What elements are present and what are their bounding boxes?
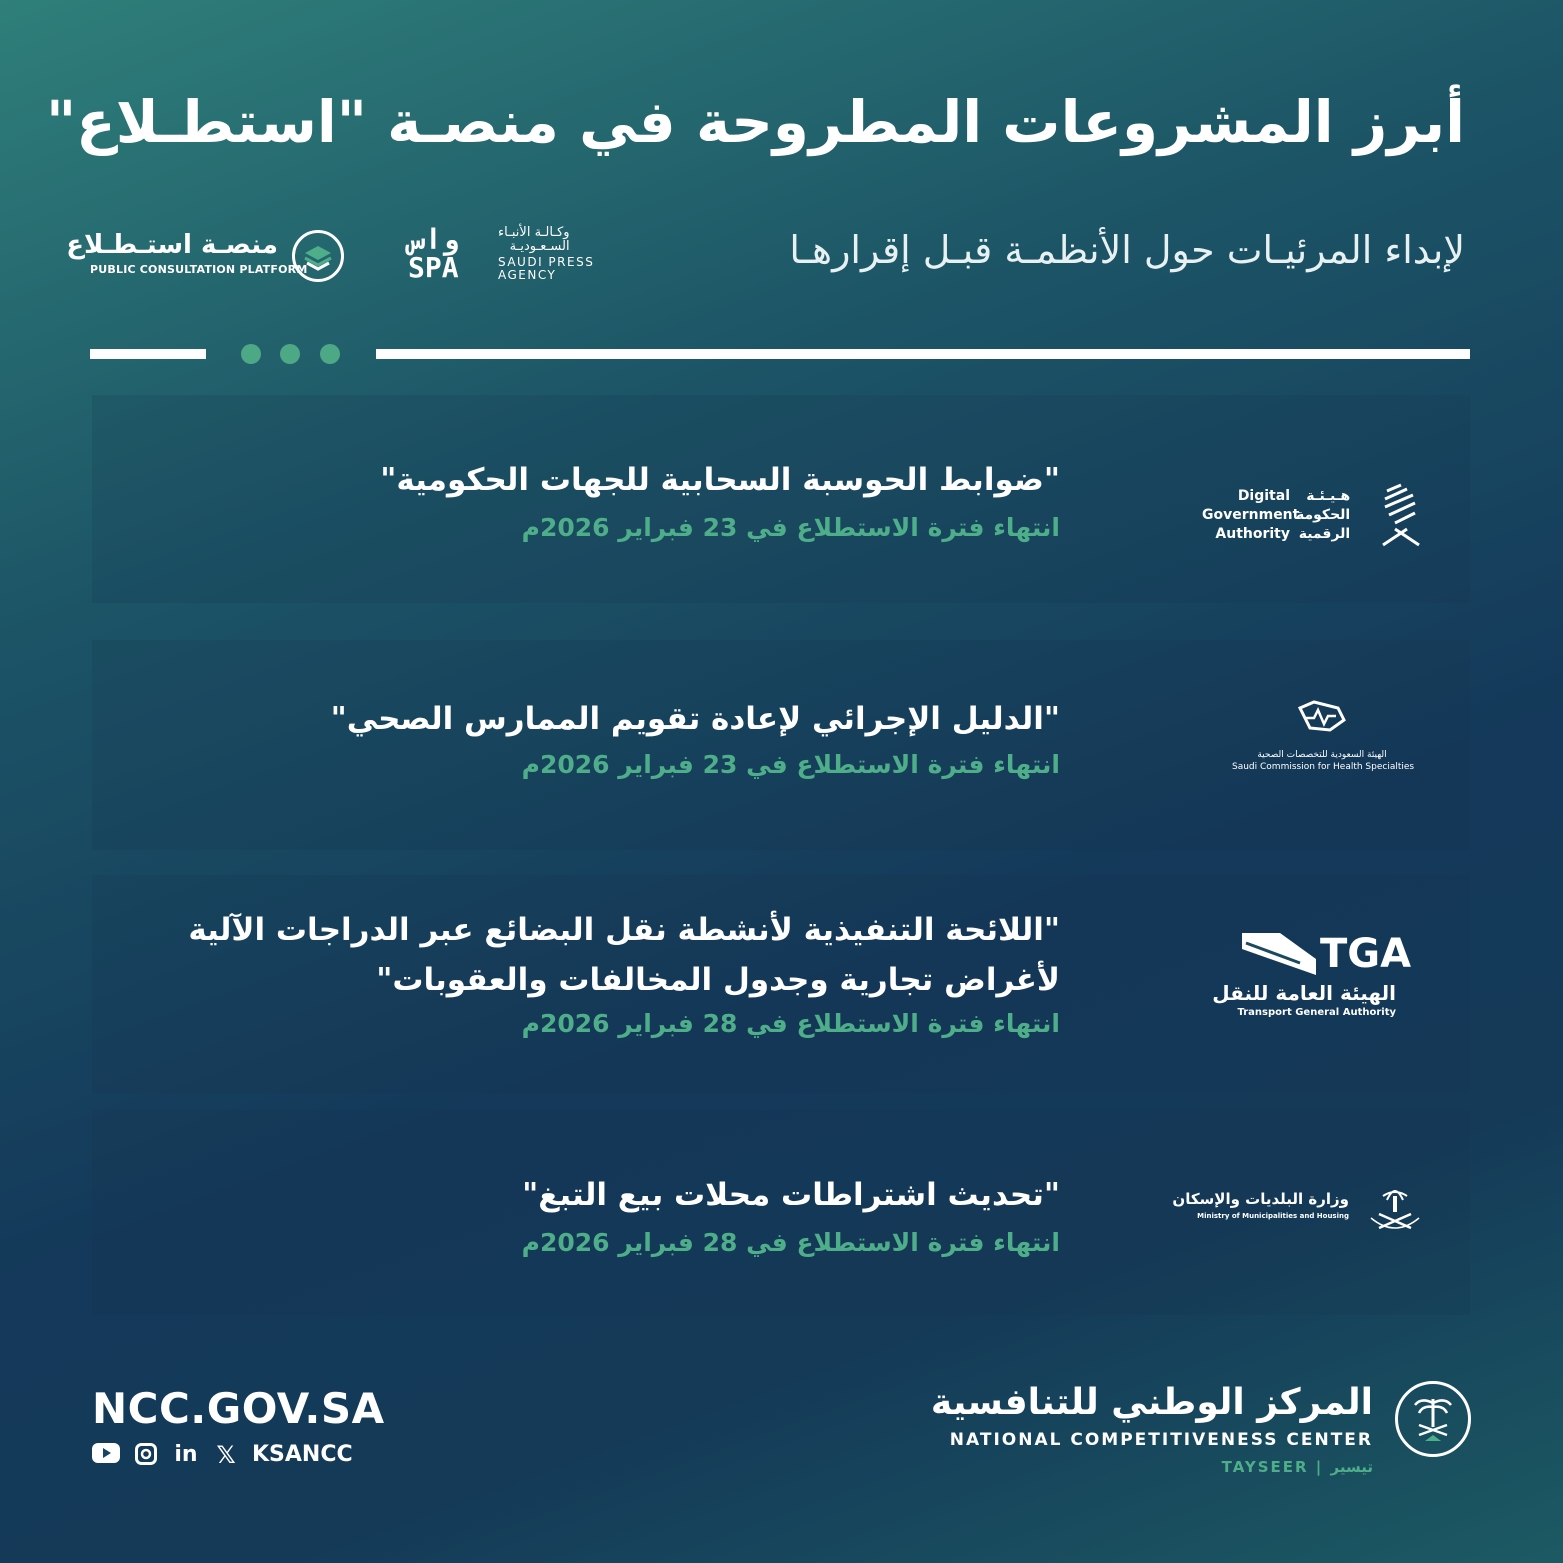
ncc-tayseer: TAYSEER | تيسير <box>1221 1458 1373 1476</box>
project-card <box>92 395 1470 603</box>
divider-dot <box>241 344 261 364</box>
spa-wordmark: واس SPA <box>408 223 459 284</box>
dga-emblem-icon <box>1377 483 1425 547</box>
istitlaa-name-ar: منصـة استـطـلاع <box>66 230 278 260</box>
divider-dot <box>320 344 340 364</box>
project-card <box>92 1110 1470 1315</box>
scfhs-name-en: Saudi Commission for Health Specialties <box>1232 762 1415 772</box>
spa-logo <box>408 223 598 286</box>
scfhs-name-ar: الهيئة السعودية للتخصصات الصحية <box>1257 750 1387 760</box>
social-links <box>92 1442 353 1467</box>
dga-logo <box>1202 483 1432 553</box>
tga-logo <box>1212 925 1412 1025</box>
project-deadline: انتهاء فترة الاستطلاع في 23 فبراير 2026م <box>521 513 1060 542</box>
tga-acronym: TGA <box>1320 931 1412 977</box>
page-title: أبرز المشروعات المطروحة في منصـة "استطـلاع" <box>45 88 1465 156</box>
project-deadline: انتهاء فترة الاستطلاع في 28 فبراير 2026م <box>521 1228 1060 1257</box>
x-icon[interactable]: 𝕏 <box>216 1440 236 1469</box>
momah-name-en: Ministry of Municipalities and Housing <box>1197 1212 1349 1220</box>
project-deadline: انتهاء فترة الاستطلاع في 23 فبراير 2026م <box>521 750 1060 779</box>
page-subtitle: لإبداء المرئيـات حول الأنظمـة قبـل إقرارهـا <box>789 228 1465 272</box>
dga-name-en: Digital Government Authority <box>1202 488 1300 542</box>
website-link[interactable]: NCC.GOV.SA <box>92 1384 385 1433</box>
dga-name-ar: هـيـئـة الحكومة الرقمية <box>1296 488 1351 542</box>
project-title: "الدليل الإجرائي لإعادة تقويم الممارس الصحي" <box>330 701 1060 737</box>
ncc-name-ar: المركز الوطني للتنافسية <box>930 1382 1373 1423</box>
project-card <box>92 875 1470 1093</box>
momah-emblem-icon <box>1367 1178 1423 1236</box>
istitlaa-logo <box>66 228 348 284</box>
tga-name-en: Transport General Authority <box>1237 1007 1396 1018</box>
linkedin-icon[interactable]: in <box>174 1441 198 1467</box>
ncc-name-en: NATIONAL COMPETITIVENESS CENTER <box>949 1430 1373 1450</box>
divider-left <box>90 349 206 359</box>
social-handle: KSANCC <box>252 1442 353 1467</box>
project-title: "اللائحة التنفيذية لأنشطة نقل البضائع عبر الدراجات الآلية لأغراض تجارية وجدول المخالفات والعقوبات" <box>188 912 1060 998</box>
momah-logo <box>1172 1178 1427 1238</box>
ncc-emblem-icon <box>1395 1381 1471 1457</box>
project-card <box>92 640 1470 850</box>
scfhs-logo <box>1232 700 1415 775</box>
project-deadline: انتهاء فترة الاستطلاع في 28 فبراير 2026م <box>521 1009 1060 1038</box>
istitlaa-name-en: PUBLIC CONSULTATION PLATFORM <box>90 263 308 276</box>
project-title: "ضوابط الحوسبة السحابية للجهات الحكومية" <box>380 462 1060 498</box>
spa-name-en: SAUDI PRESS AGENCY <box>498 255 595 282</box>
spa-name-ar: وكـالـة الأنبـاء السـعـوديـة <box>498 225 570 254</box>
momah-name-ar: وزارة البلديات والإسكان <box>1172 1190 1349 1208</box>
tga-emblem-icon <box>1240 929 1320 979</box>
scfhs-emblem-icon <box>1294 700 1348 734</box>
divider-right <box>376 349 1470 359</box>
instagram-icon[interactable] <box>132 1443 160 1467</box>
tga-name-ar: الهيئة العامة للنقل <box>1212 981 1396 1005</box>
divider-dot <box>280 344 300 364</box>
project-title: "تحديث اشتراطات محلات بيع التبغ" <box>522 1177 1060 1213</box>
youtube-icon[interactable] <box>92 1443 120 1467</box>
